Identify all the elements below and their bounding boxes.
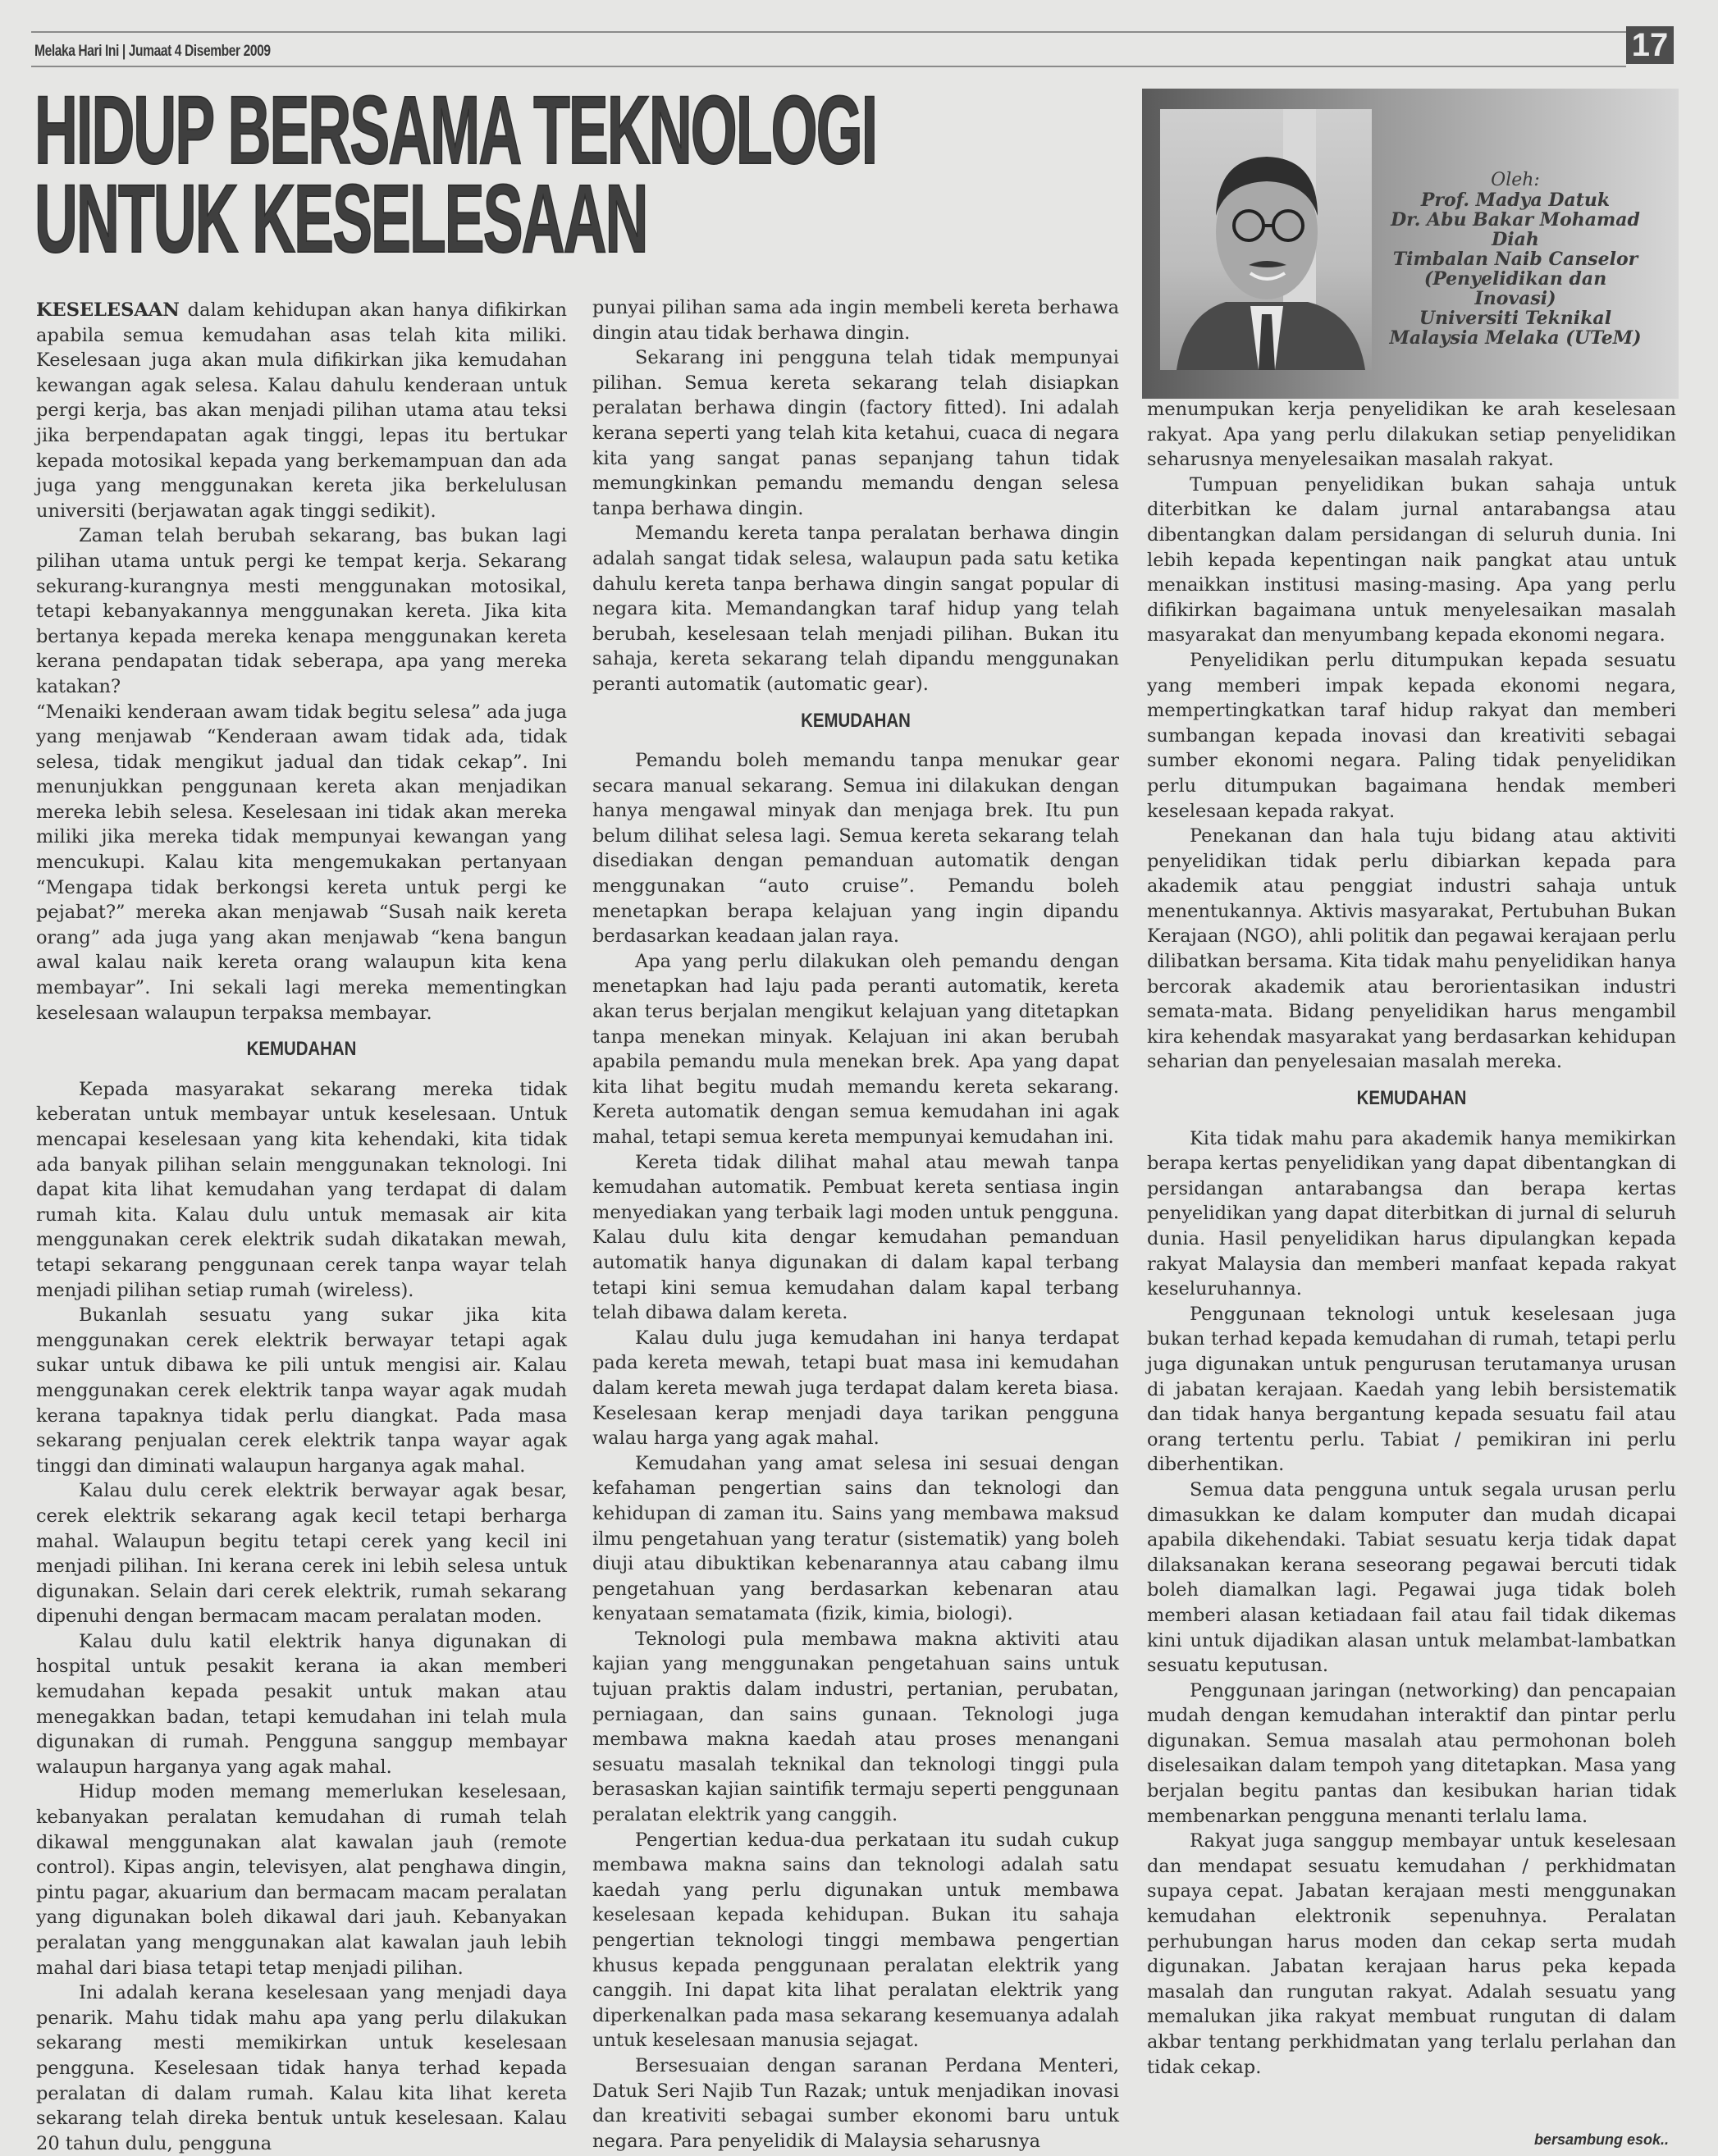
paragraph: Penggunaan jaringan (networking) dan pencapaian mudah dengan kemudahan interaktif dan pintar perlu digunakan. Semua masalah atau permohonan boleh diselesaikan dalam tempoh yang ditetapkan. Masa yang berjalan begitu pantas dan kesibukan harian tidak membenarkan pengguna menanti terlalu lama. xyxy=(1147,1679,1676,1827)
byline-line: Timbalan Naib Canselor xyxy=(1392,249,1638,270)
masthead-rule xyxy=(31,66,1626,67)
article-column-3 xyxy=(1147,397,1676,2080)
byline-label: Oleh: xyxy=(1491,170,1540,190)
byline-line: (Penyelidikan dan xyxy=(1423,268,1607,290)
section-subhead: KEMUDAHAN xyxy=(1356,1087,1467,1110)
paragraph: Kita tidak mahu para akademik hanya memikirkan berapa kertas penyelidikan yang dapat dibentangkan di persidangan antarabangsa dan berapa kertas penyelidikan yang dapat diterbitkan di jurnal di seluruh dunia. Hasil penyelidikan harus dipulangkan kepada rakyat Malaysia dan memberi manfaat kepada rakyat keseluruhannya. xyxy=(1147,1127,1676,1300)
author-photo xyxy=(1160,109,1372,370)
paragraph: menumpukan kerja penyelidikan ke arah keselesaan rakyat. Apa yang perlu dilakukan setiap penyelidikan seharusnya menyelesaikan masalah rakyat. xyxy=(1147,399,1676,471)
byline-line: Dr. Abu Bakar Mohamad xyxy=(1391,209,1640,231)
paragraph: Kereta tidak dilihat mahal atau mewah tanpa kemudahan automatik. Pembuat kereta sentiasa ingin menyediakan yang terbaik lagi moden untuk pengguna. Kalau dulu kita dengar kemudahan pemanduan automatik hanya digunakan di dalam kapal terbang tetapi kini semua kemudahan dalam kapal terbang telah dibawa dalam kereta. xyxy=(592,1151,1119,1324)
paragraph: Sekarang ini pengguna telah tidak mempunyai pilihan. Semua kereta sekarang telah disiapkan peralatan berhawa dingin (factory fitted). Ini adalah kerana seperti yang telah kita ketahui, cuaca di negara kita yang sangat panas sepanjang tahun tidak memungkinkan pemandu memandu dengan selesa tanpa berhawa dingin. xyxy=(592,347,1119,519)
top-rule xyxy=(31,31,1669,33)
paragraph: Memandu kereta tanpa peralatan berhawa dingin adalah sangat tidak selesa, walaupun pada satu ketika dahulu kereta tanpa berhawa dingin sangat popular di negara kita. Memandangkan taraf hidup yang telah berubah, keselesaan telah menjadi pilihan. Bukan itu sahaja, kereta sekarang telah dipandu menggunakan peranti automatik (automatic gear). xyxy=(592,523,1119,695)
author-portrait-icon xyxy=(1160,109,1372,370)
headline-line-2: UNTUK KESELESAAN xyxy=(34,165,647,273)
paragraph: Rakyat juga sanggup membayar untuk keselesaan dan mendapat sesuatu kemudahan / perkhidmatan supaya cepat. Jabatan kerajaan mesti menggunakan kemudahan elektronik sepenuhnya. Peralatan perhubungan harus moden dan cekap serta mudah digunakan. Jabatan kerajaan harus peka kepada masalah dan rungutan rakyat. Adalah sesuatu yang memalukan jika rakyat membuat rungutan di dalam akbar tentang perkhidmatan yang terlalu perlahan dan tidak cekap. xyxy=(1147,1830,1676,2078)
paragraph: Penekanan dan hala tuju bidang atau aktiviti penyelidikan tidak perlu dibiarkan kepada para akademik atau penggiat industri sahaja untuk menentukannya. Aktivis masyarakat, Pertubuhan Bukan Kerajaan (NGO), ahli politik dan pegawai kerajaan perlu dilibatkan bersama. Kita tidak mahu penyelidikan hanya bercorak akademik atau berorientasikan industri semata-mata. Bidang penyelidikan harus mengambil kira kehendak masyarakat yang berdasarkan kehidupan seharian dan penyelesaian masalah mereka. xyxy=(1147,825,1676,1073)
byline-line: Prof. Madya Datuk xyxy=(1420,190,1611,211)
headline-line-1: HIDUP BERSAMA TEKNOLOGI xyxy=(34,76,877,185)
paragraph: Tumpuan penyelidikan bukan sahaja untuk diterbitkan ke dalam jurnal antarabangsa atau dibentangkan dalam persidangan di seluruh dunia. Ini lebih kepada kepentingan naik pangkat atau untuk menaikkan institusi masing-masing. Apa yang perlu difikirkan bagaimana untuk menyelesaikan masalah masyarakat dan menyumbang kepada ekonomi negara. xyxy=(1147,473,1676,646)
paragraph: “Menaiki kenderaan awam tidak begitu selesa” ada juga yang menjawab “Kenderaan awam tidak ada, tidak selesa, tidak mengikut jadual dan tidak cekap”. Ini menunjukkan penggunaan kereta akan menjadikan mereka lebih selesa. Keselesaan ini tidak akan mereka miliki jika mereka tidak mempunyai kewangan yang mencukupi. Kalau kita mengemukakan pertanyaan “Mengapa tidak berkongsi kereta untuk pergi ke pejabat?” mereka akan menjawab “Susah naik kereta orang” ada juga yang akan menjawab “kena bangun awal kalau naik kereta orang walaupun kita kena membayar”. Ini sekali lagi mereka mementingkan keselesaan walaupun terpaksa membayar. xyxy=(36,701,567,1024)
paragraph: Kalau dulu juga kemudahan ini hanya terdapat pada kereta mewah, tetapi buat masa ini kemudahan dalam kereta mewah juga terdapat dalam kereta biasa. Keselesaan kerap menjadi daya tarikan pengguna walau harga yang agak mahal. xyxy=(592,1327,1119,1450)
byline-line: Malaysia Melaka (UTeM) xyxy=(1389,327,1642,349)
continued-label: bersambung esok.. xyxy=(1533,2131,1669,2148)
publication-date: Jumaat 4 Disember 2009 xyxy=(128,43,271,60)
byline-line: Universiti Teknikal xyxy=(1419,308,1612,329)
paragraph: Kalau dulu katil elektrik hanya digunakan di hospital untuk pesakit kerana ia akan memberi kemudahan kepada pesakit untuk makan atau menegakkan badan, tetapi kemudahan ini telah mula digunakan di rumah. Pengguna sanggup membayar walaupun harganya yang agak mahal. xyxy=(36,1630,567,1778)
byline-box xyxy=(1142,89,1679,399)
byline-line: Diah xyxy=(1492,229,1539,250)
paragraph: Ini adalah kerana keselesaan yang menjadi daya penarik. Mahu tidak mahu apa yang perlu dilakukan sekarang mesti memikirkan untuk keselesaan pengguna. Keselesaan tidak hanya terhad kepada peralatan di dalam rumah. Kalau kita lihat kereta sekarang telah direka bentuk untuk keselesaan. Kalau 20 tahun dulu, pengguna xyxy=(36,1982,567,2154)
paragraph: Kemudahan yang amat selesa ini sesuai dengan kefahaman pengertian sains dan teknologi dan kehidupan di zaman itu. Sains yang membawa maksud ilmu pengetahuan yang teratur (sistematik) yang boleh diuji atau dibuktikan kebenarannya atau cabang ilmu pengetahuan yang berdasarkan kebenaran atau kenyataan sematamata (fizik, kimia, biologi). xyxy=(592,1452,1119,1625)
paragraph: Bersesuaian dengan saranan Perdana Menteri, Datuk Seri Najib Tun Razak; untuk menjadikan inovasi dan kreativiti sebagai sumber ekonomi baru untuk negara. Para penyelidik di Malaysia seharusnya xyxy=(592,2054,1119,2152)
masthead xyxy=(34,43,271,61)
publication-name: Melaka Hari Ini xyxy=(34,43,119,60)
article-column-2 xyxy=(592,295,1119,2154)
paragraph: Pengertian kedua-dua perkataan itu sudah cukup membawa makna sains dan teknologi adalah satu kaedah yang perlu digunakan untuk membawa keselesaan kepada kehidupan. Bukan itu sahaja pengertian teknologi tinggi membawa pengertian khusus kepada penggunaan peralatan elektrik yang canggih. Ini dapat kita lihat peralatan elektrik yang diperkenalkan pada masa sekarang kesemuanya adalah untuk keselesaan manusia sejagat. xyxy=(592,1829,1119,2052)
paragraph: Teknologi pula membawa makna aktiviti atau kajian yang menggunakan pengetahuan sains untuk tujuan praktis dalam industri, pertanian, perubatan, perniagaan, dan sains gunaan. Teknologi juga membawa makna kaedah atau proses menangani sesuatu masalah teknikal dan teknologi tinggi pula berasaskan kajian saintifik termaju seperti penggunaan peralatan elektrik yang canggih. xyxy=(592,1628,1119,1826)
paragraph-text: dalam kehidupan akan hanya difikirkan apabila semua kemudahan asas telah kita miliki. Keselesaan juga akan mula difikirkan jika kemudahan kewangan agak selesa. Kalau dahulu kenderaan untuk pergi kerja, bas akan menjadi pilihan utama atau teksi jika berpendapatan agak tinggi, lepas itu bertukar kepada motosikal kepada yang berkemampuan dan ada juga yang menggunakan kereta jika berkelulusan universiti (berjawatan agak tinggi sedikit). xyxy=(36,299,567,522)
paragraph: Kalau dulu cerek elektrik berwayar agak besar, cerek elektrik sekarang agak kecil tetapi berharga mahal. Walaupun begitu tetapi cerek yang kecil ini menjadi pilihan. Ini kerana cerek ini lebih selesa untuk digunakan. Selain dari cerek elektrik, rumah sekarang dipenuhi dengan bermacam macam peralatan moden. xyxy=(36,1480,567,1628)
paragraph xyxy=(36,298,567,523)
byline-line: Inovasi) xyxy=(1474,288,1556,309)
page-number: 17 xyxy=(1626,26,1674,64)
author-byline xyxy=(1364,171,1667,348)
paragraph: Penyelidikan perlu ditumpukan kepada sesuatu yang memberi impak kepada ekonomi negara, mempertingkatkan taraf hidup rakyat dan memberi sumbangan kepada inovasi dan kreativiti sebagai sumber ekonomi negara. Paling tidak penyelidikan perlu ditumpukan bagaimana hendak memberi keselesaan kepada rakyat. xyxy=(1147,649,1676,822)
paragraph: punyai pilihan sama ada ingin membeli kereta berhawa dingin atau tidak berhawa dingin. xyxy=(592,297,1119,344)
section-subhead: KEMUDAHAN xyxy=(801,709,911,732)
article-column-1 xyxy=(36,298,567,2156)
paragraph: Apa yang perlu dilakukan oleh pemandu dengan menetapkan had laju pada peranti automatik, kereta akan terus berjalan mengikut kelajuan yang ditetapkan tanpa menekan minyak. Kelajuan ini akan berubah apabila pemandu mula menekan brek. Apa yang dapat kita lihat begitu mudah memandu kereta sekarang. Kereta automatik dengan semua kemudahan ini agak mahal, tetapi semua kereta mempunyai kemudahan ini. xyxy=(592,950,1119,1148)
lead-word: KESELESAAN xyxy=(36,299,180,321)
paragraph: Penggunaan teknologi untuk keselesaan juga bukan terhad kepada kemudahan di rumah, tetapi perlu juga digunakan untuk pengurusan terutamanya urusan di jabatan kerajaan. Kaedah yang lebih bersistematik dan tidak hanya bergantung kepada sesuatu fail atau orang tertentu perlu. Tabiat / pemikiran ini perlu diberhentikan. xyxy=(1147,1303,1676,1476)
headline xyxy=(34,76,877,273)
masthead-separator: | xyxy=(121,43,126,60)
section-subhead: KEMUDAHAN xyxy=(246,1038,357,1061)
paragraph: Bukanlah sesuatu yang sukar jika kita menggunakan cerek elektrik berwayar tetapi agak sukar untuk dibawa ke pili untuk mengisi air. Kalau menggunakan cerek elektrik tanpa wayar agak mudah kerana tapaknya tidak perlu diangkat. Pada masa sekarang penjualan cerek elektrik tanpa wayar agak tinggi dan diminati walaupun harganya agak mahal. xyxy=(36,1304,567,1477)
paragraph: Kepada masyarakat sekarang mereka tidak keberatan untuk membayar untuk keselesaan. Untuk mencapai keselesaan yang kita kehendaki, kita tidak ada banyak pilihan selain menggunakan teknologi. Ini dapat kita lihat kemudahan yang terdapat di dalam rumah kita. Kalau dulu untuk memasak air kita menggunakan cerek elektrik sudah dikatakan mewah, tetapi sekarang penggunaan cerek tanpa wayar telah menjadi pilihan setiap rumah (wireless). xyxy=(36,1078,567,1301)
paragraph: Zaman telah berubah sekarang, bas bukan lagi pilihan utama untuk pergi ke tempat kerja. Sekarang sekurang-kurangnya mesti menggunakan motosikal, tetapi kebanyakannya menggunakan kereta. Jika kita bertanya kepada mereka kenapa menggunakan kereta kerana pendapatan tidak seberapa, apa yang mereka katakan? xyxy=(36,525,567,697)
paragraph: Semua data pengguna untuk segala urusan perlu dimasukkan ke dalam komputer dan mudah dicapai apabila dikehendaki. Tabiat sesuatu kerja tidak dapat dilaksanakan kerana seseorang pegawai bercuti tidak boleh diamalkan lagi. Pegawai juga tidak boleh memberi alasan ketiadaan fail atau fail tidak dikemas kini untuk dijadikan alasan untuk melambat-lambatkan sesuatu keputusan. xyxy=(1147,1478,1676,1677)
paragraph: Hidup moden memang memerlukan keselesaan, kebanyakan peralatan kemudahan di rumah telah dikawal menggunakan alat kawalan jauh (remote control). Kipas angin, televisyen, alat penghawa dingin, pintu pagar, akuarium dan bermacam macam peralatan yang digunakan boleh dikawal dari jauh. Kebanyakan peralatan yang menggunakan alat kawalan jauh lebih mahal dari biasa tetapi tetap menjadi pilihan. xyxy=(36,1781,567,1979)
paragraph: Pemandu boleh memandu tanpa menukar gear secara manual sekarang. Semua ini dilakukan dengan hanya mengawal minyak dan menjaga brek. Itu pun belum dilihat selesa lagi. Semua kereta sekarang telah disediakan dengan pemanduan automatik dengan menggunakan “auto cruise”. Pemandu boleh menetapkan berapa kelajuan yang ingin dipandu berdasarkan keadaan jalan raya. xyxy=(592,750,1119,948)
